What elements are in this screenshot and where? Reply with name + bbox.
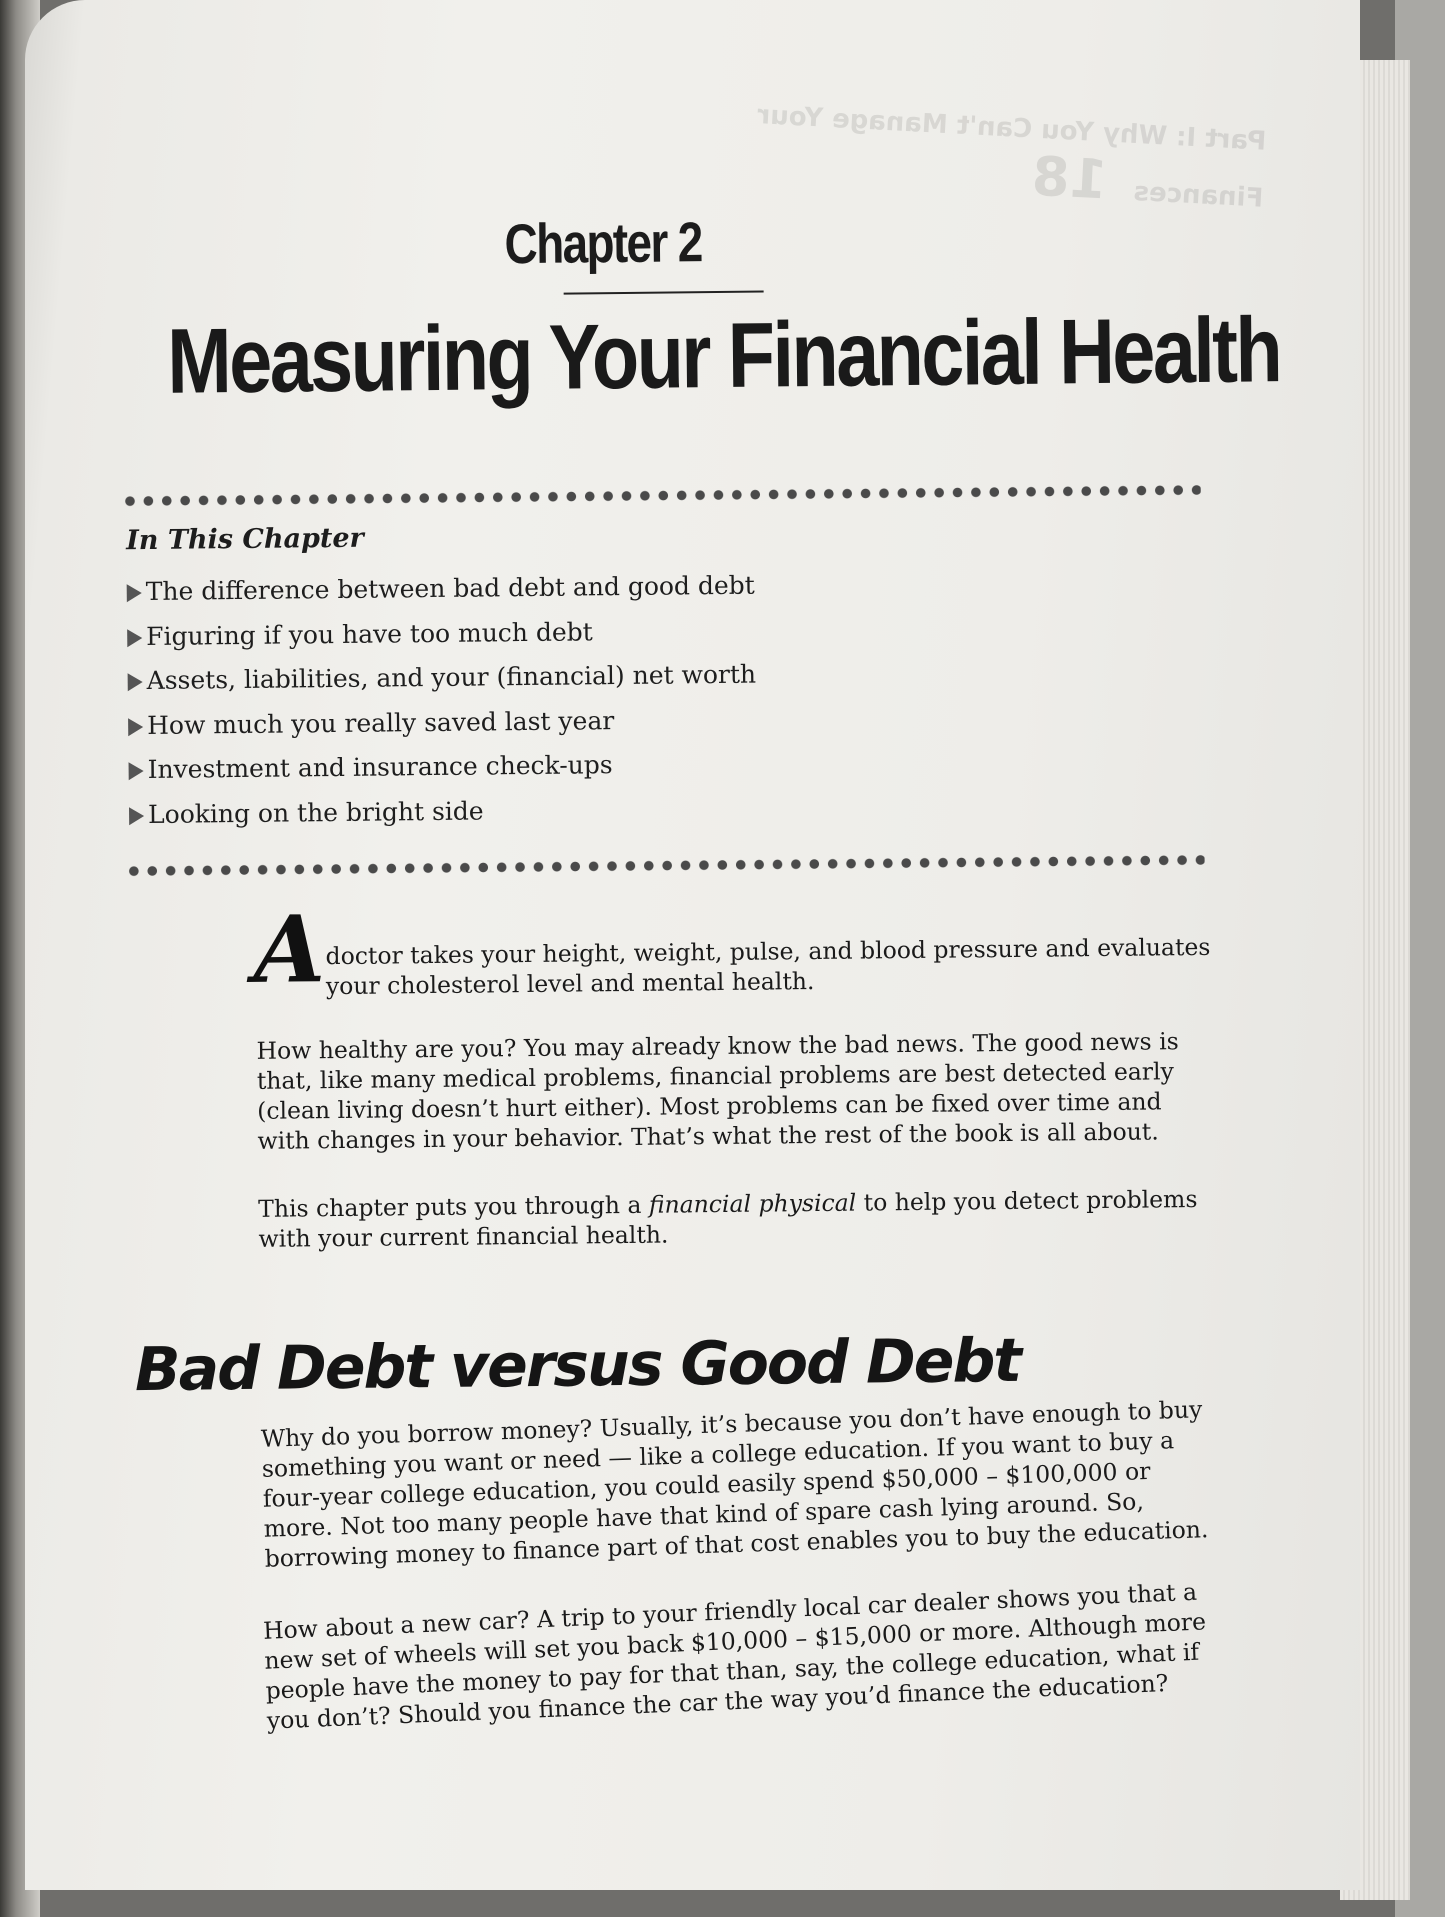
section-paragraph-1: Why do you borrow money? Usually, it’s because you don’t have enough to buy something you want or need — like a college education. If you want to buy a four-year college education, you could easily spend $50,000 – $100,000 or more. Not too many people have that kind of spare cash lying around. So, borrowing money to finance part of that cost enables you to buy the education. (260, 1395, 1209, 1573)
chapter-title: Measuring Your Financial Health (166, 299, 1281, 413)
chapter-underline (564, 291, 764, 295)
body-paragraph-1: How healthy are you? You may already know the bad news. The good news is that, like many medical problems, financial problems are best detected early (clean living doesn’t hurt either). Most problems can be fixed over time and with changes in your behavior. That’s what the rest of the book is all about. (256, 1027, 1179, 1155)
section-heading: Bad Debt versus Good Debt (134, 1325, 1021, 1406)
intro-line-1: doctor takes your height, weight, pulse, and blood pressure and evaluates (325, 932, 1211, 971)
list-item: Figuring if you have too much debt (127, 608, 756, 659)
triangle-bullet-icon (129, 807, 144, 825)
body-paragraph-2: This chapter puts you through a financial physical to help you detect problems with your current financial health. (258, 1185, 1198, 1253)
dotted-divider-bottom (125, 854, 1205, 877)
dotted-divider-top (121, 484, 1201, 507)
intro-paragraph (325, 932, 1216, 1001)
in-this-chapter-list (127, 564, 758, 838)
triangle-bullet-icon (128, 673, 143, 691)
section-paragraph-2: How about a new car? A trip to your friendly local car dealer shows you that a new set of wheels will set you back $10,000 – $15,000 or more. Although more people have the money to pay for that than, say, the college education, what if you don’t? Should you finance the car the way you’d finance the education? (262, 1577, 1207, 1735)
list-item: How much you really saved last year (128, 697, 757, 748)
in-this-chapter-heading: In This Chapter (126, 522, 364, 557)
triangle-bullet-icon (127, 629, 142, 647)
bleed-through-header-text: Part I: Why You Can't Manage Your Finances (756, 100, 1267, 214)
list-item: Looking on the bright side (129, 786, 758, 837)
book-page (25, 0, 1360, 1890)
list-item: The difference between bad debt and good debt (127, 564, 756, 615)
bleed-through-page-number: 18 (1030, 144, 1109, 212)
drop-cap: A (252, 895, 326, 1004)
chapter-number: Chapter 2 (504, 210, 702, 276)
triangle-bullet-icon (129, 762, 144, 780)
intro-line-2: your cholesterol level and mental health. (325, 967, 815, 1001)
list-item: Assets, liabilities, and your (financial) net worth (127, 653, 756, 704)
triangle-bullet-icon (127, 584, 142, 602)
list-item: Investment and insurance check-ups (128, 742, 757, 793)
italic-term: financial physical (648, 1188, 857, 1219)
page-content (25, 0, 1360, 1890)
triangle-bullet-icon (128, 718, 143, 736)
